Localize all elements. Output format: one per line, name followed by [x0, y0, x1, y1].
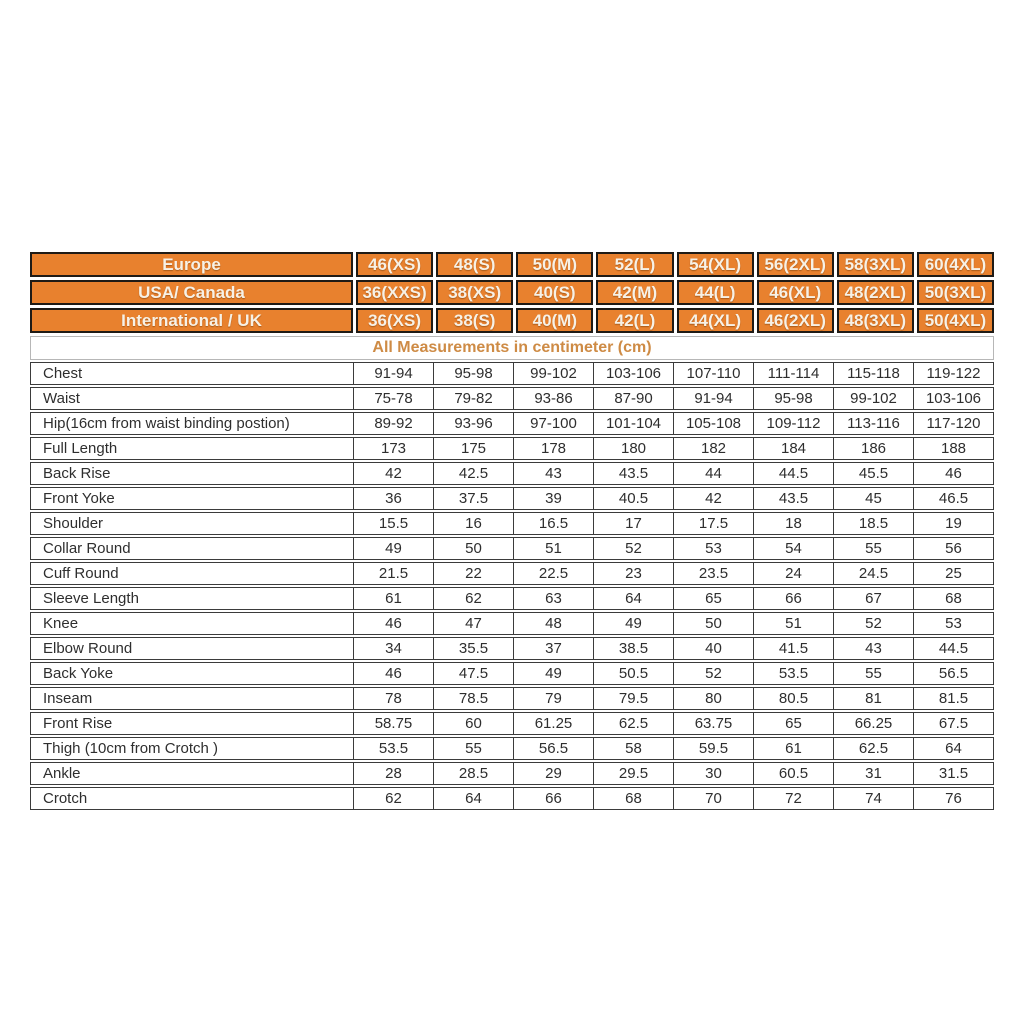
size-system-label-cell: USA/ Canada: [30, 280, 353, 305]
value-cell: 40: [673, 638, 753, 659]
size-system-label-cell: Europe: [30, 252, 353, 277]
value-cell: 62.5: [833, 738, 913, 759]
unit-note-text: All Measurements in centimeter (cm): [372, 339, 652, 356]
value-cell: 67.5: [913, 713, 993, 734]
value-cell: 48: [513, 613, 593, 634]
value-cell: 44.5: [913, 638, 993, 659]
value-cell: 97-100: [513, 413, 593, 434]
value-cell: 115-118: [833, 363, 913, 384]
value-cell: 79: [513, 688, 593, 709]
value-cell: 75-78: [353, 388, 433, 409]
value-cell: 43: [833, 638, 913, 659]
value-cell: 49: [593, 613, 673, 634]
value-cell: 107-110: [673, 363, 753, 384]
value-cell: 52: [833, 613, 913, 634]
value-cell: 53.5: [753, 663, 833, 684]
table-row: [30, 762, 994, 785]
value-cell: 51: [513, 538, 593, 559]
value-cell: 99-102: [833, 388, 913, 409]
size-header-cell: 48(3XL): [837, 308, 914, 333]
value-cell: 28.5: [433, 763, 513, 784]
table-row: [30, 612, 994, 635]
row-label-cell: Inseam: [43, 690, 93, 707]
value-cell: 37: [513, 638, 593, 659]
row-label-cell: Cuff Round: [43, 565, 119, 582]
size-chart-table: [30, 252, 994, 812]
row-label-cell: Front Yoke: [43, 490, 115, 507]
unit-note-row: [30, 336, 994, 360]
table-row: [30, 787, 994, 810]
value-cell: 50: [433, 538, 513, 559]
value-cell: 76: [913, 788, 993, 809]
value-cell: 36: [353, 488, 433, 509]
value-cell: 101-104: [593, 413, 673, 434]
value-cell: 175: [433, 438, 513, 459]
value-cell: 62: [433, 588, 513, 609]
value-cell: 28: [353, 763, 433, 784]
value-cell: 109-112: [753, 413, 833, 434]
value-cell: 186: [833, 438, 913, 459]
value-cell: 42: [673, 488, 753, 509]
row-label-cell: Crotch: [43, 790, 88, 807]
value-cell: 66.25: [833, 713, 913, 734]
value-cell: 64: [593, 588, 673, 609]
value-cell: 37.5: [433, 488, 513, 509]
value-cell: 25: [913, 563, 993, 584]
row-label-cell: Back Rise: [43, 465, 111, 482]
value-cell: 55: [433, 738, 513, 759]
table-row: [30, 737, 994, 760]
value-cell: 55: [833, 663, 913, 684]
value-cell: 103-106: [593, 363, 673, 384]
table-row: [30, 562, 994, 585]
value-cell: 29.5: [593, 763, 673, 784]
value-cell: 173: [353, 438, 433, 459]
value-cell: 43: [513, 463, 593, 484]
table-row: [30, 362, 994, 385]
value-cell: 44.5: [753, 463, 833, 484]
table-row: [30, 712, 994, 735]
value-cell: 61.25: [513, 713, 593, 734]
value-cell: 23: [593, 563, 673, 584]
value-cell: 22.5: [513, 563, 593, 584]
value-cell: 89-92: [353, 413, 433, 434]
table-row: [30, 487, 994, 510]
value-cell: 65: [673, 588, 753, 609]
value-cell: 51: [753, 613, 833, 634]
size-header-cell: 50(4XL): [917, 308, 994, 333]
value-cell: 60.5: [753, 763, 833, 784]
value-cell: 91-94: [673, 388, 753, 409]
value-cell: 18.5: [833, 513, 913, 534]
row-label-cell: Collar Round: [43, 540, 131, 557]
value-cell: 80: [673, 688, 753, 709]
value-cell: 78: [353, 688, 433, 709]
size-header-cell: 58(3XL): [837, 252, 914, 277]
value-cell: 95-98: [433, 363, 513, 384]
value-cell: 43.5: [593, 463, 673, 484]
value-cell: 49: [513, 663, 593, 684]
size-header-cell: 38(XS): [436, 280, 513, 305]
value-cell: 66: [753, 588, 833, 609]
value-cell: 63: [513, 588, 593, 609]
row-label-cell: Hip(16cm from waist binding postion): [43, 415, 290, 432]
row-label-cell: Sleeve Length: [43, 590, 139, 607]
value-cell: 60: [433, 713, 513, 734]
value-cell: 24.5: [833, 563, 913, 584]
value-cell: 46: [353, 613, 433, 634]
value-cell: 46: [913, 463, 993, 484]
value-cell: 111-114: [753, 363, 833, 384]
value-cell: 61: [753, 738, 833, 759]
value-cell: 47: [433, 613, 513, 634]
value-cell: 52: [593, 538, 673, 559]
value-cell: 46: [353, 663, 433, 684]
size-header-cell: 46(XL): [757, 280, 834, 305]
size-header-cell: 46(XS): [356, 252, 433, 277]
value-cell: 34: [353, 638, 433, 659]
row-label-cell: Back Yoke: [43, 665, 114, 682]
value-cell: 178: [513, 438, 593, 459]
size-header-cell: 50(M): [516, 252, 593, 277]
size-header-cell: 40(M): [516, 308, 593, 333]
value-cell: 50: [673, 613, 753, 634]
value-cell: 45.5: [833, 463, 913, 484]
value-cell: 23.5: [673, 563, 753, 584]
size-header-cell: 54(XL): [677, 252, 754, 277]
value-cell: 99-102: [513, 363, 593, 384]
value-cell: 31: [833, 763, 913, 784]
value-cell: 42: [353, 463, 433, 484]
value-cell: 40.5: [593, 488, 673, 509]
size-header-cell: 42(L): [596, 308, 673, 333]
value-cell: 53: [913, 613, 993, 634]
measurement-rows: [30, 362, 994, 810]
value-cell: 56.5: [913, 663, 993, 684]
size-header-cell: 48(S): [436, 252, 513, 277]
value-cell: 67: [833, 588, 913, 609]
value-cell: 16: [433, 513, 513, 534]
size-system-row: [30, 280, 994, 305]
row-label-cell: Ankle: [43, 765, 81, 782]
value-cell: 45: [833, 488, 913, 509]
value-cell: 62.5: [593, 713, 673, 734]
value-cell: 93-86: [513, 388, 593, 409]
row-label-cell: Front Rise: [43, 715, 113, 732]
table-row: [30, 387, 994, 410]
value-cell: 81: [833, 688, 913, 709]
row-label-cell: Knee: [43, 615, 79, 632]
value-cell: 79.5: [593, 688, 673, 709]
value-cell: 24: [753, 563, 833, 584]
row-label-cell: Elbow Round: [43, 640, 133, 657]
value-cell: 56.5: [513, 738, 593, 759]
value-cell: 61: [353, 588, 433, 609]
value-cell: 180: [593, 438, 673, 459]
table-row: [30, 462, 994, 485]
size-header-cell: 56(2XL): [757, 252, 834, 277]
value-cell: 38.5: [593, 638, 673, 659]
row-label-cell: Full Length: [43, 440, 118, 457]
size-system-rows: [30, 252, 994, 333]
size-header-cell: 44(L): [677, 280, 754, 305]
value-cell: 59.5: [673, 738, 753, 759]
size-header-cell: 60(4XL): [917, 252, 994, 277]
value-cell: 49: [353, 538, 433, 559]
value-cell: 93-96: [433, 413, 513, 434]
value-cell: 58.75: [353, 713, 433, 734]
value-cell: 17: [593, 513, 673, 534]
value-cell: 68: [593, 788, 673, 809]
value-cell: 62: [353, 788, 433, 809]
table-row: [30, 512, 994, 535]
value-cell: 19: [913, 513, 993, 534]
value-cell: 44: [673, 463, 753, 484]
value-cell: 39: [513, 488, 593, 509]
size-header-cell: 38(S): [436, 308, 513, 333]
table-row: [30, 537, 994, 560]
value-cell: 47.5: [433, 663, 513, 684]
table-row: [30, 687, 994, 710]
value-cell: 52: [673, 663, 753, 684]
value-cell: 46.5: [913, 488, 993, 509]
value-cell: 68: [913, 588, 993, 609]
table-row: [30, 412, 994, 435]
table-row: [30, 437, 994, 460]
table-row: [30, 587, 994, 610]
row-label-cell: Chest: [43, 365, 83, 382]
value-cell: 15.5: [353, 513, 433, 534]
value-cell: 21.5: [353, 563, 433, 584]
value-cell: 17.5: [673, 513, 753, 534]
value-cell: 80.5: [753, 688, 833, 709]
value-cell: 53: [673, 538, 753, 559]
size-header-cell: 40(S): [516, 280, 593, 305]
size-header-cell: 36(XS): [356, 308, 433, 333]
value-cell: 64: [433, 788, 513, 809]
size-header-cell: 42(M): [596, 280, 673, 305]
value-cell: 50.5: [593, 663, 673, 684]
value-cell: 182: [673, 438, 753, 459]
value-cell: 87-90: [593, 388, 673, 409]
table-row: [30, 662, 994, 685]
value-cell: 43.5: [753, 488, 833, 509]
value-cell: 55: [833, 538, 913, 559]
size-header-cell: 36(XXS): [356, 280, 433, 305]
value-cell: 66: [513, 788, 593, 809]
value-cell: 74: [833, 788, 913, 809]
size-header-cell: 50(3XL): [917, 280, 994, 305]
value-cell: 30: [673, 763, 753, 784]
row-label-cell: Shoulder: [43, 515, 104, 532]
value-cell: 42.5: [433, 463, 513, 484]
value-cell: 184: [753, 438, 833, 459]
value-cell: 72: [753, 788, 833, 809]
row-label-cell: Thigh (10cm from Crotch ): [43, 740, 219, 757]
value-cell: 64: [913, 738, 993, 759]
value-cell: 105-108: [673, 413, 753, 434]
value-cell: 35.5: [433, 638, 513, 659]
row-label-cell: Waist: [43, 390, 80, 407]
value-cell: 65: [753, 713, 833, 734]
value-cell: 81.5: [913, 688, 993, 709]
value-cell: 18: [753, 513, 833, 534]
size-header-cell: 48(2XL): [837, 280, 914, 305]
value-cell: 78.5: [433, 688, 513, 709]
value-cell: 117-120: [913, 413, 993, 434]
value-cell: 29: [513, 763, 593, 784]
size-header-cell: 44(XL): [677, 308, 754, 333]
value-cell: 103-106: [913, 388, 993, 409]
value-cell: 113-116: [833, 413, 913, 434]
value-cell: 188: [913, 438, 993, 459]
size-system-label-cell: International / UK: [30, 308, 353, 333]
size-header-cell: 46(2XL): [757, 308, 834, 333]
size-system-row: [30, 252, 994, 277]
value-cell: 58: [593, 738, 673, 759]
value-cell: 31.5: [913, 763, 993, 784]
value-cell: 41.5: [753, 638, 833, 659]
value-cell: 79-82: [433, 388, 513, 409]
value-cell: 91-94: [353, 363, 433, 384]
value-cell: 70: [673, 788, 753, 809]
table-row: [30, 637, 994, 660]
value-cell: 53.5: [353, 738, 433, 759]
value-cell: 63.75: [673, 713, 753, 734]
value-cell: 16.5: [513, 513, 593, 534]
value-cell: 56: [913, 538, 993, 559]
size-header-cell: 52(L): [596, 252, 673, 277]
value-cell: 119-122: [913, 363, 993, 384]
size-system-row: [30, 308, 994, 333]
value-cell: 22: [433, 563, 513, 584]
value-cell: 54: [753, 538, 833, 559]
value-cell: 95-98: [753, 388, 833, 409]
